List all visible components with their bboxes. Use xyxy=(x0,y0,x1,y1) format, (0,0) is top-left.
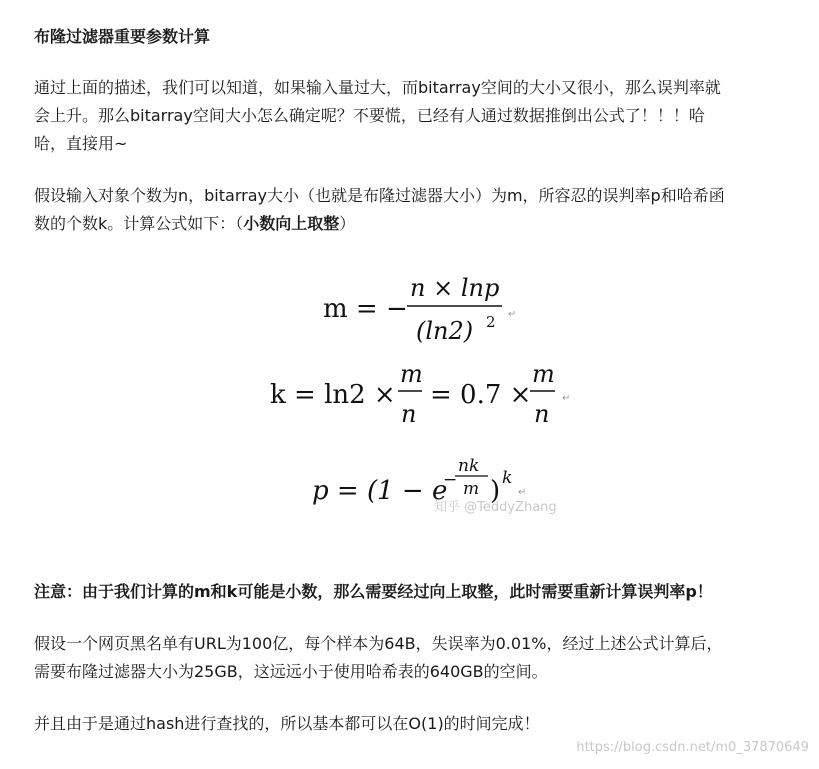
p-lhs: p = (1 − e xyxy=(312,476,448,506)
p-exp-den: m xyxy=(463,479,480,499)
k-frac1-den: n xyxy=(401,400,417,428)
assumption-line-2 xyxy=(34,210,794,238)
assumption-suffix: ） xyxy=(339,214,356,233)
assumption-prefix: 数的个数k。计算公式如下：（ xyxy=(34,214,244,233)
return-mark-3: ↵ xyxy=(518,487,527,498)
m-denominator: (ln2) xyxy=(416,317,474,345)
intro-line-1: 通过上面的描述，我们可以知道，如果输入量过大，而bitarray空间的大小又很小，那么误判率就 xyxy=(34,78,721,97)
round-up-note: 小数向上取整 xyxy=(243,214,340,233)
section-heading: 布隆过滤器重要参数计算 xyxy=(34,27,211,46)
m-lhs: m = − xyxy=(323,294,408,324)
p-exp-num: nk xyxy=(458,456,480,476)
example-paragraph xyxy=(34,630,794,686)
assumption-line-1: 假设输入对象个数为n，bitarray大小（也就是布隆过滤器大小）为m，所容忍的误判率p和哈希函 xyxy=(34,186,725,205)
example-line-2: 需要布隆过滤器大小为25GB，这远远小于使用哈希表的640GB的空间。 xyxy=(34,662,548,681)
k-lhs: k = ln2 × xyxy=(270,380,396,410)
csdn-watermark: https://blog.csdn.net/m0_37870649 xyxy=(576,740,809,755)
m-denominator-exponent: 2 xyxy=(486,313,496,331)
conclusion-paragraph: 并且由于是通过hash进行查找的，所以基本都可以在O(1)的时间完成！ xyxy=(34,714,540,733)
k-frac2-num: m xyxy=(532,360,555,388)
k-frac1-num: m xyxy=(400,360,423,388)
intro-line-3: 哈，直接用~ xyxy=(34,134,128,153)
example-line-1: 假设一个网页黑名单有URL为100亿，每个样本为64B，失误率为0.01%，经过上述公式计算后， xyxy=(34,634,723,653)
p-exp-minus: − xyxy=(443,470,458,490)
k-frac2-den: n xyxy=(534,400,550,428)
p-rparen: ) xyxy=(490,476,501,506)
note-paragraph: 注意：由于我们计算的m和k可能是小数，那么需要经过向上取整，此时需要重新计算误判率p！ xyxy=(34,582,713,601)
p-exponent-k: k xyxy=(502,468,513,488)
intro-line-2: 会上升。那么bitarray空间大小怎么确定呢？不要慌，已经有人通过数据推倒出公式了！！！哈 xyxy=(34,106,705,125)
intro-paragraph xyxy=(34,74,794,158)
zhihu-watermark: 知乎 @TeddyZhang xyxy=(434,500,557,515)
assumption-paragraph xyxy=(34,182,794,238)
return-mark-2: ↵ xyxy=(562,393,571,404)
return-mark-1: ↵ xyxy=(508,309,517,320)
formula-image xyxy=(250,265,590,525)
k-mid: = 0.7 × xyxy=(430,380,532,410)
m-numerator: n × lnp xyxy=(410,274,500,302)
